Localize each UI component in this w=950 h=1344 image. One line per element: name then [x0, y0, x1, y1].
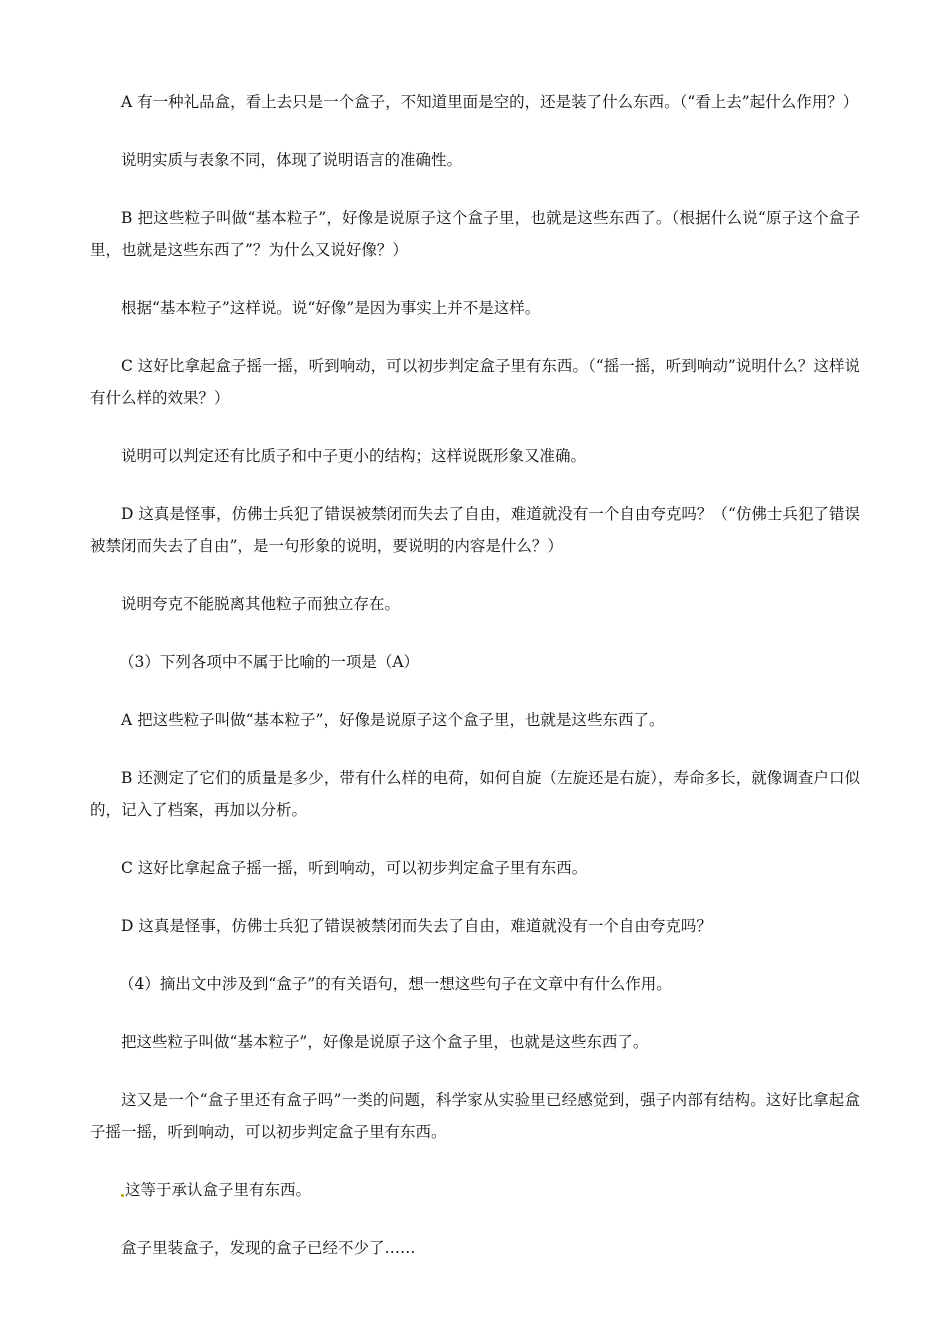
excerpt-3-text: 这等于承认盒子里有东西。 — [125, 1181, 312, 1199]
paragraph-a-answer: 说明实质与表象不同，体现了说明语言的准确性。 — [121, 151, 463, 169]
option-a: A 把这些粒子叫做“基本粒子”，好像是说原子这个盒子里，也就是这些东西了。 — [121, 711, 665, 729]
paragraph-d-answer: 说明夸克不能脱离其他粒子而独立存在。 — [121, 595, 401, 613]
excerpt-2: 这又是一个“盒子里还有盒子吗”一类的问题，科学家从实验里已经感觉到，强子内部有结构。这好比拿起盒子摇一摇，听到响动，可以初步判定盒子里有东西。 — [90, 1091, 860, 1141]
option-b: B 还测定了它们的质量是多少，带有什么样的电荷，如何自旋（左旋还是右旋），寿命多长，就像调查户口似的，记入了档案，再加以分析。 — [90, 769, 860, 819]
paragraph-b-answer: 根据“基本粒子”这样说。说“好像”是因为事实上并不是这样。 — [121, 299, 541, 317]
excerpt-1: 把这些粒子叫做“基本粒子”，好像是说原子这个盒子里，也就是这些东西了。 — [121, 1033, 649, 1051]
excerpt-3 — [90, 1174, 860, 1206]
question-4: （4）摘出文中涉及到“盒子”的有关语句，想一想这些句子在文章中有什么作用。 — [119, 975, 672, 993]
option-d: D 这真是怪事，仿佛士兵犯了错误被禁闭而失去了自由，难道就没有一个自由夸克吗？ — [121, 917, 712, 935]
paragraph-a-question: A 有一种礼品盒，看上去只是一个盒子，不知道里面是空的，还是装了什么东西。（“看上去”起什么作用？） — [121, 93, 859, 111]
paragraph-b-question: B 把这些粒子叫做“基本粒子”，好像是说原子这个盒子里，也就是这些东西了。（根据什么说“原子这个盒子里，也就是这些东西了”？为什么又说好像？） — [90, 209, 860, 259]
question-3: （3）下列各项中不属于比喻的一项是（A） — [119, 653, 420, 671]
paragraph-c-question: C 这好比拿起盒子摇一摇，听到响动，可以初步判定盒子里有东西。（“摇一摇，听到响动”说明什么？这样说有什么样的效果？） — [90, 357, 860, 407]
paragraph-c-answer: 说明可以判定还有比质子和中子更小的结构；这样说既形象又准确。 — [121, 447, 587, 465]
option-c: C 这好比拿起盒子摇一摇，听到响动，可以初步判定盒子里有东西。 — [121, 859, 588, 877]
document-body — [90, 86, 860, 1264]
speck-mark — [121, 1194, 124, 1197]
paragraph-d-question: D 这真是怪事，仿佛士兵犯了错误被禁闭而失去了自由，难道就没有一个自由夸克吗？（“仿佛士兵犯了错误被禁闭而失去了自由”，是一句形象的说明，要说明的内容是什么？） — [90, 505, 860, 555]
excerpt-4: 盒子里装盒子，发现的盒子已经不少了…… — [121, 1239, 416, 1257]
